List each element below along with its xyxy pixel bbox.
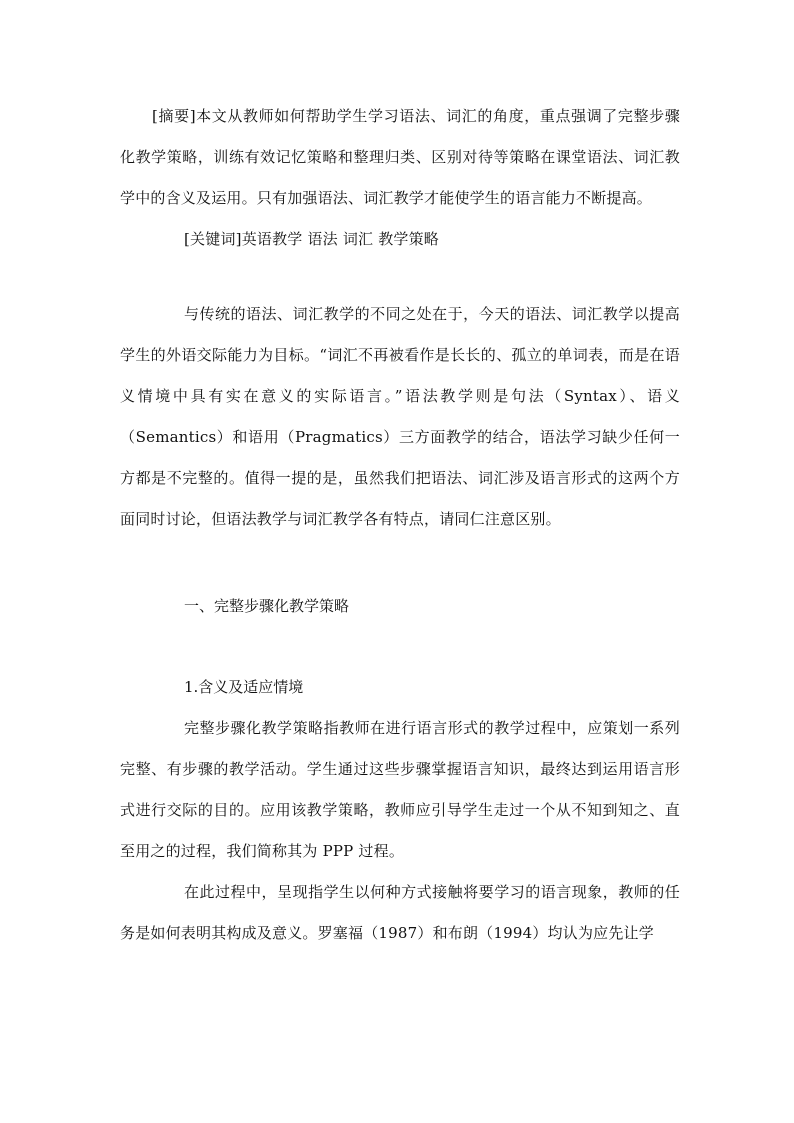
subsection-heading: 1.含义及适应情境 bbox=[184, 678, 304, 696]
body-paragraph: 完整步骤化教学策略指教师在进行语言形式的教学过程中，应策划一系列完整、有步骤的教学活动。学生通过这些步骤掌握语言知识，最终达到运用语言形式进行交际的目的。应用该教学策略，教师应引导学生走过一个从不知到知之、直至用之的过程，我们简称其为 PPP 过程。 bbox=[120, 719, 680, 860]
abstract-paragraph: [摘要]本文从教师如何帮助学生学习语法、词汇的角度，重点强调了完整步骤化教学策略，训练有效记忆策略和整理归类、区别对待等策略在课堂语法、词汇教学中的含义及运用。只有加强语法、词汇教学才能使学生的语言能力不断提高。 bbox=[120, 107, 680, 207]
intro-paragraph: 与传统的语法、词汇教学的不同之处在于，今天的语法、词汇教学以提高学生的外语交际能力为目标。“词汇不再被看作是长长的、孤立的单词表，而是在语义情境中具有实在意义的实际语言。”语法教学则是句法（Syntax）、语义（Semantics）和语用（Pragmatics）三方面教学的结合，语法学习缺少任何一方都是不完整的。值得一提的是，虽然我们把语法、词汇涉及语言形式的这两个方面同时讨论，但语法教学与词汇教学各有特点，请同仁注意区别。 bbox=[120, 305, 680, 528]
spacer bbox=[120, 540, 680, 586]
keywords-paragraph: [关键词]英语教学 语法 词汇 教学策略 bbox=[184, 230, 440, 248]
body-paragraph: 在此过程中，呈现指学生以何种方式接触将要学习的语言现象，教师的任务是如何表明其构成及意义。罗塞福（1987）和布朗（1994）均认为应先让学 bbox=[120, 883, 680, 942]
document-body bbox=[120, 96, 680, 954]
section-heading: 一、完整步骤化教学策略 bbox=[184, 597, 350, 615]
spacer bbox=[120, 260, 680, 294]
spacer bbox=[120, 627, 680, 667]
